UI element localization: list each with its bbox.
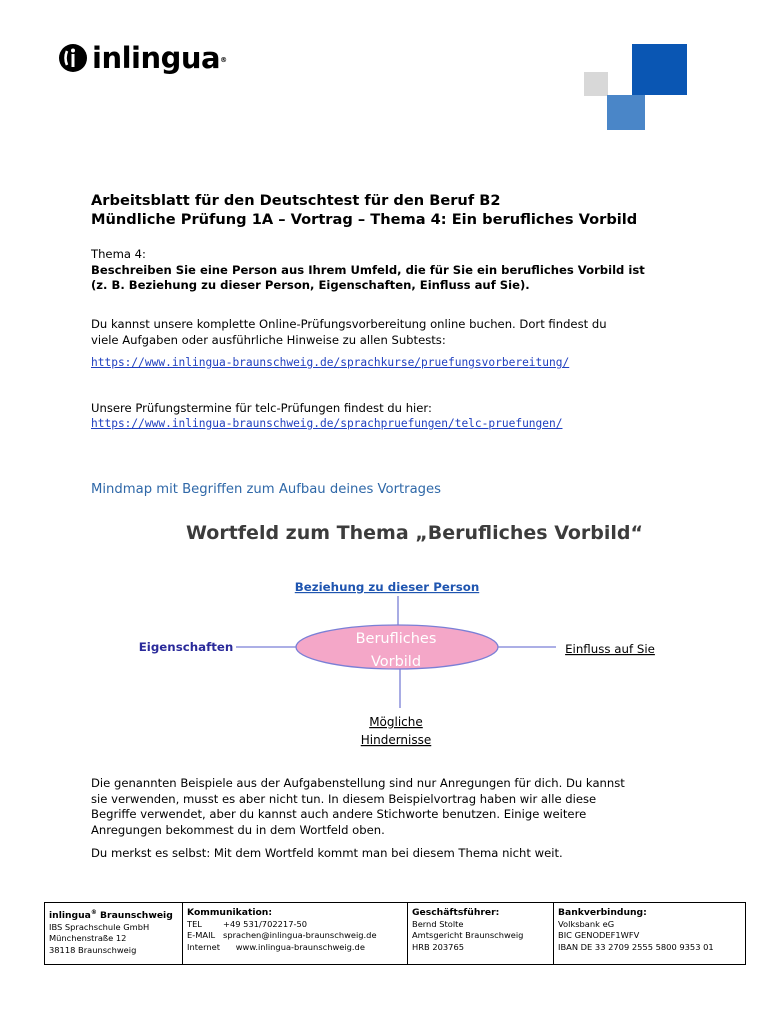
center-label-1: Berufliches [355, 631, 437, 647]
footer-communication: Kommunikation: TEL +49 531/702217-50 E-MAIL sprachen@inlingua-braunschweig.de Internet www.inlingua-braunschweig.de [183, 903, 408, 964]
center-label-2: Vorbild [370, 654, 422, 670]
inlingua-logo-icon [58, 43, 88, 73]
footer-management: Geschäftsführer: Bernd Stolte Amtsgericht Braunschweig HRB 203765 [408, 903, 554, 964]
footer-bank: Bankverbindung: Volksbank eG BIC GENODEF1WFV IBAN DE 33 2709 2555 5800 9353 01 [558, 907, 714, 952]
decor-square-gray [584, 72, 608, 96]
termine-text: Unsere Prüfungstermine für telc-Prüfungen findest du hier: [91, 401, 432, 415]
telc-pruefungen-link[interactable]: https://www.inlingua-braunschweig.de/sprachpruefungen/telc-pruefungen/ [91, 417, 563, 430]
mindmap-heading: Mindmap mit Begriffen zum Aufbau deines Vortrages [91, 482, 442, 497]
inlingua-logo [58, 40, 227, 76]
node-top: Beziehung zu dieser Person [294, 580, 480, 594]
closing-paragraph: Die genannten Beispiele aus der Aufgabenstellung sind nur Anregungen für dich. Du kannst sie verwenden, musst es aber nicht tun. In diesem Beispielvortrag haben wir alle diese Begriffe verwendet, aber du kannst auch andere Stichworte benutzen. Einige weitere Anregungen bekommest du in dem Wortfeld oben. [91, 776, 625, 837]
pruefungsvorbereitung-link[interactable]: https://www.inlingua-braunschweig.de/sprachkurse/pruefungsvorbereitung/ [91, 356, 570, 369]
node-bottom-1: Mögliche [369, 715, 423, 729]
closing-remark: Du merkst es selbst: Mit dem Wortfeld kommt man bei diesem Thema nicht weit. [91, 846, 563, 860]
footer-table [44, 902, 746, 965]
node-left: Eigenschaften [138, 640, 234, 654]
mindmap-title: Wortfeld zum Thema „Berufliches Vorbild“ [186, 522, 644, 544]
task-line-1: Beschreiben Sie eine Person aus Ihrem Umfeld, die für Sie ein berufliches Vorbild ist [91, 262, 645, 277]
task-label: Thema 4: [91, 247, 146, 261]
task-line-2: (z. B. Beziehung zu dieser Person, Eigenschaften, Einfluss auf Sie). [91, 278, 530, 292]
node-right: Einfluss auf Sie [565, 642, 655, 656]
logo-wordmark: inlingua® [92, 41, 227, 75]
decor-square-dark-blue [632, 44, 687, 95]
page-title: Arbeitsblatt für den Deutschtest für den Beruf B2 Mündliche Prüfung 1A – Vortrag – Thema 4: Ein berufliches Vorbild [91, 192, 638, 228]
mindmap-diagram [0, 560, 768, 755]
decor-square-mid-blue [607, 95, 645, 130]
task-block [91, 247, 645, 294]
node-bottom-2: Hindernisse [360, 733, 432, 747]
online-block: Du kannst unsere komplette Online-Prüfungsvorbereitung online buchen. Dort findest du viele Aufgaben oder ausführliche Hinweise zu allen Subtests: [91, 317, 607, 347]
footer-company: inlingua® Braunschweig IBS Sprachschule GmbH Münchenstraße 12 38118 Braunschweig [45, 903, 183, 964]
